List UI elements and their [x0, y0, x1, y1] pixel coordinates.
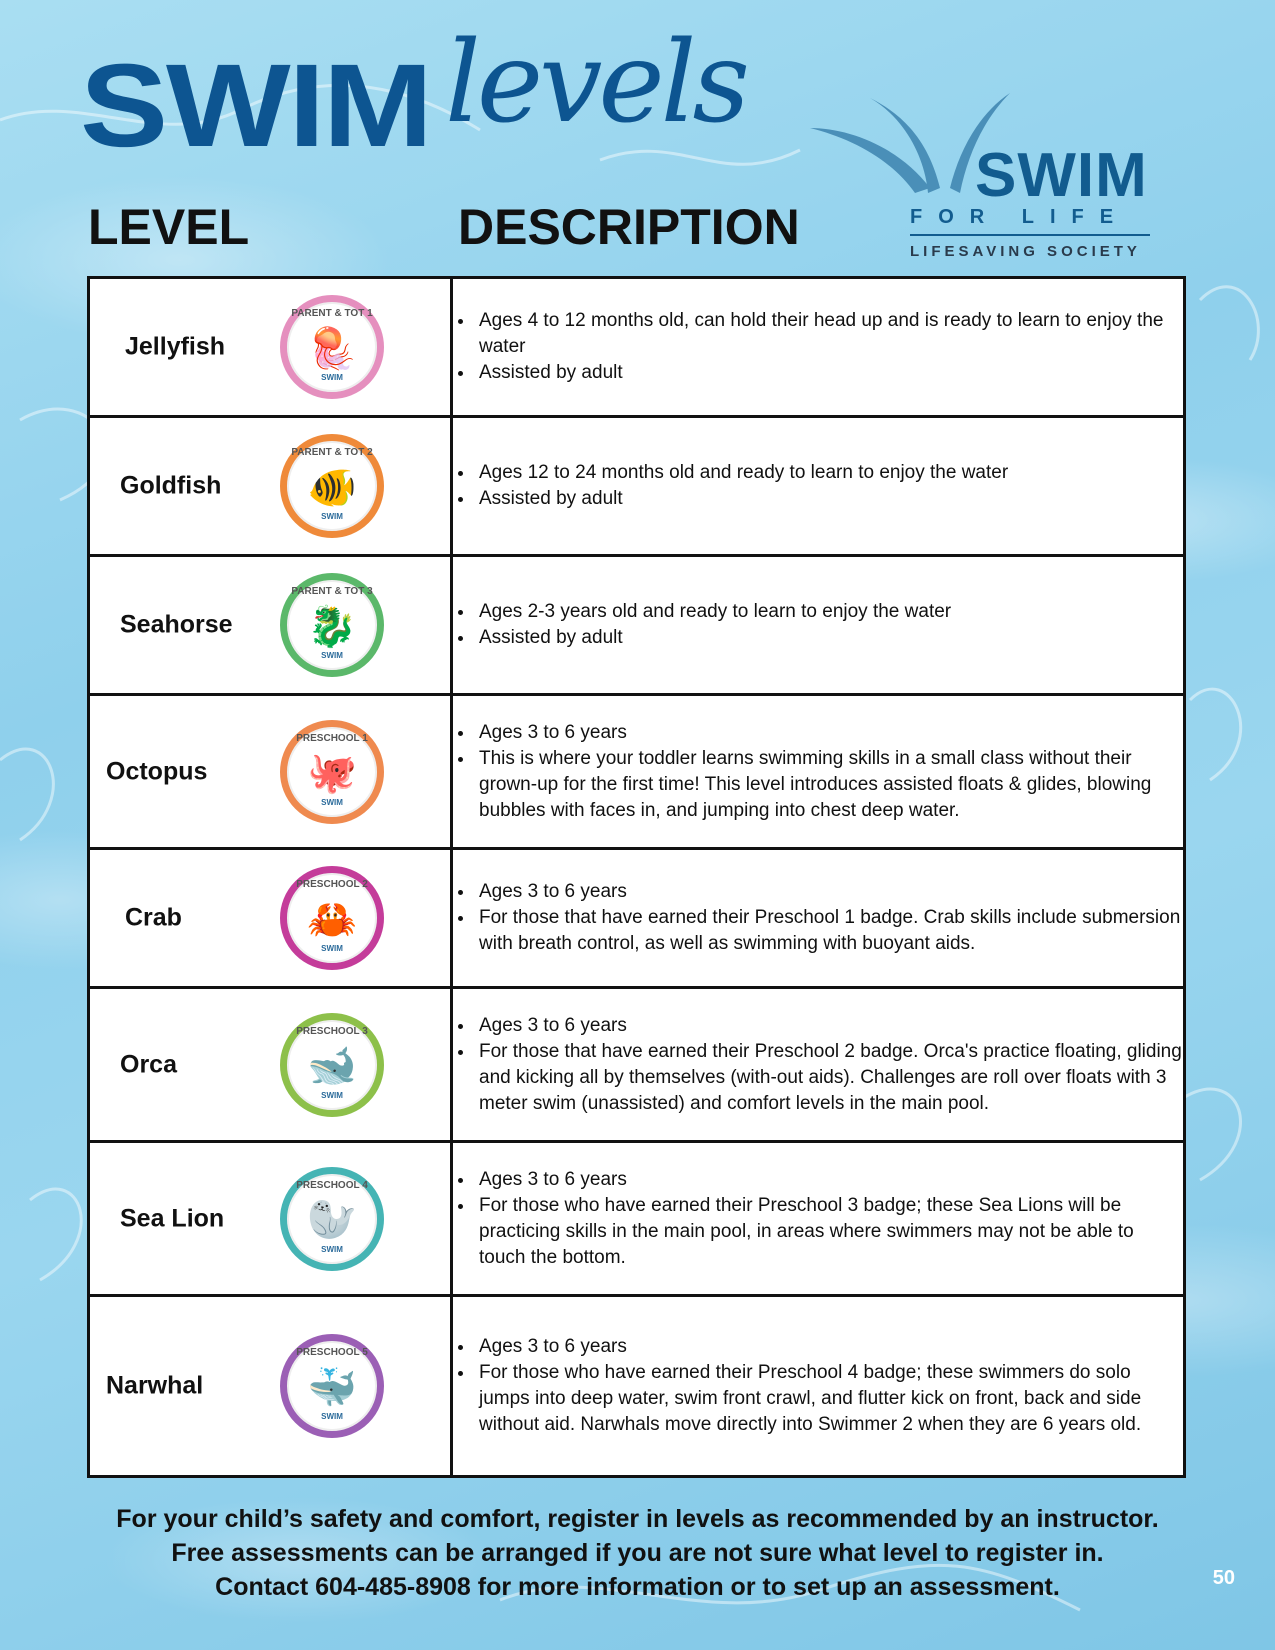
description-cell — [452, 988, 1185, 1142]
badge-logo: SWIM — [321, 373, 343, 382]
badge-logo: SWIM — [321, 944, 343, 953]
description-bullet: • This is where your toddler learns swimming skills in a small class without their grown-up for the first time! This level introduces assisted floats & glides, blowing bubbles with faces in, and jumping into chest deep water. — [475, 746, 1183, 824]
level-row — [89, 1296, 1185, 1477]
level-badge — [280, 1334, 384, 1438]
level-cell — [89, 1142, 452, 1296]
level-cell — [89, 988, 452, 1142]
badge-label: PARENT & TOT 2 — [291, 447, 373, 458]
badge-logo: SWIM — [321, 651, 343, 660]
badge-label: PRESCHOOL 1 — [296, 732, 368, 744]
logo-word: SWIM — [975, 141, 1148, 210]
badge-logo: SWIM — [321, 1244, 343, 1254]
description-cell — [452, 278, 1185, 417]
description-bullet: • Assisted by adult — [475, 486, 1183, 512]
orca-icon: 🐋 — [307, 1044, 357, 1089]
level-name: Seahorse — [120, 610, 233, 639]
description-list — [453, 1167, 1183, 1271]
level-name: Jellyfish — [125, 332, 226, 361]
octopus-icon: 🐙 — [307, 751, 357, 796]
description-bullet: • Ages 3 to 6 years — [475, 1167, 1183, 1193]
sea-lion-icon: 🦭 — [307, 1198, 357, 1243]
description-bullet: • Ages 3 to 6 years — [475, 879, 1183, 905]
level-row — [89, 278, 1185, 417]
level-name: Octopus — [106, 757, 208, 785]
description-cell — [452, 417, 1185, 556]
level-name: Narwhal — [106, 1371, 204, 1400]
description-cell — [452, 849, 1185, 988]
description-bullet: • For those who have earned their Preschool 4 badge; these swimmers do solo jumps into deep water, swim front crawl, and flutter kick on front, back and side without aid. Narwhals move directly into Swimmer 2 when they are 6 years old. — [475, 1360, 1183, 1438]
title-swim: SWIM — [80, 40, 431, 172]
level-row — [89, 417, 1185, 556]
level-name: Goldfish — [120, 471, 222, 500]
logo-divider — [910, 234, 1150, 236]
page-number: 50 — [1212, 1567, 1235, 1589]
level-cell — [89, 278, 452, 417]
description-bullet: • Ages 3 to 6 years — [475, 1013, 1183, 1039]
description-cell — [452, 556, 1185, 695]
level-cell — [89, 849, 452, 988]
description-list — [453, 308, 1183, 386]
description-cell — [452, 695, 1185, 849]
description-cell — [452, 1296, 1185, 1477]
level-cell — [89, 695, 452, 849]
seahorse-icon: 🐉 — [307, 604, 357, 649]
badge-logo: SWIM — [321, 512, 343, 521]
level-cell — [89, 556, 452, 695]
level-badge — [280, 573, 384, 677]
badge-logo: SWIM — [321, 1412, 343, 1421]
description-list — [453, 460, 1183, 512]
level-name: Sea Lion — [120, 1204, 225, 1232]
level-row — [89, 1142, 1185, 1296]
level-row — [89, 849, 1185, 988]
level-name: Orca — [120, 1050, 177, 1078]
level-cell — [89, 417, 452, 556]
badge-label: PRESCHOOL 2 — [296, 879, 368, 890]
goldfish-icon: 🐠 — [307, 465, 357, 510]
badge-logo: SWIM — [321, 1090, 343, 1100]
badge-label: PRESCHOOL 5 — [296, 1347, 368, 1358]
description-list — [453, 720, 1183, 824]
footer-line-1: For your child’s safety and comfort, register in levels as recommended by an instructor. — [116, 1505, 1159, 1533]
level-row — [89, 695, 1185, 849]
narwhal-icon: 🐳 — [307, 1365, 357, 1410]
description-list — [453, 599, 1183, 651]
level-badge — [280, 866, 384, 970]
badge-label: PARENT & TOT 3 — [291, 586, 373, 597]
title-levels: levels — [445, 18, 746, 148]
description-bullet: • For those that have earned their Preschool 1 badge. Crab skills include submersion with breath control, as well as swimming with buoyant aids. — [475, 905, 1183, 957]
description-list — [453, 1013, 1183, 1117]
description-bullet: • Ages 2-3 years old and ready to learn to enjoy the water — [475, 599, 1183, 625]
description-bullet: • For those that have earned their Preschool 2 badge. Orca's practice floating, gliding and kicking all by themselves (with-out aids). Challenges are roll over floats with 3 meter swim (unassisted) and comfort levels in the main pool. — [475, 1039, 1183, 1117]
swim-for-life-logo — [810, 88, 1170, 268]
level-row — [89, 988, 1185, 1142]
footer-note — [0, 1502, 1275, 1604]
description-bullet: • Ages 4 to 12 months old, can hold their head up and is ready to learn to enjoy the water — [475, 308, 1183, 360]
levels-table — [87, 276, 1186, 1478]
crab-icon: 🦀 — [307, 897, 357, 942]
level-cell — [89, 1296, 452, 1477]
level-badge — [280, 1013, 384, 1117]
badge-logo: SWIM — [321, 797, 343, 807]
description-bullet: • Assisted by adult — [475, 625, 1183, 651]
level-badge — [280, 434, 384, 538]
description-bullet: • Ages 3 to 6 years — [475, 720, 1183, 746]
description-cell — [452, 1142, 1185, 1296]
badge-label: PRESCHOOL 4 — [296, 1179, 368, 1191]
logo-org: LIFESAVING SOCIETY — [910, 243, 1141, 260]
level-badge — [280, 295, 384, 399]
footer-line-2: Free assessments can be arranged if you are not sure what level to register in. — [171, 1539, 1104, 1567]
description-bullet: • Ages 3 to 6 years — [475, 1334, 1183, 1360]
level-badge — [280, 1167, 384, 1271]
level-name: Crab — [125, 903, 182, 932]
description-bullet: • For those who have earned their Preschool 3 badge; these Sea Lions will be practicing skills in the main pool, in areas where swimmers may not be able to touch the bottom. — [475, 1193, 1183, 1271]
level-badge — [280, 720, 384, 824]
description-list — [453, 1334, 1183, 1438]
footer-line-3: Contact 604-485-8908 for more information or to set up an assessment. — [215, 1573, 1060, 1601]
logo-tagline: FOR LIFE — [910, 206, 1130, 228]
badge-label: PARENT & TOT 1 — [291, 308, 373, 319]
description-column-header: DESCRIPTION — [458, 199, 800, 255]
description-bullet: • Ages 12 to 24 months old and ready to learn to enjoy the water — [475, 460, 1183, 486]
level-row — [89, 556, 1185, 695]
description-bullet: • Assisted by adult — [475, 360, 1183, 386]
jellyfish-icon: 🪼 — [307, 326, 357, 371]
level-column-header: LEVEL — [88, 199, 250, 255]
badge-label: PRESCHOOL 3 — [296, 1025, 368, 1037]
description-list — [453, 879, 1183, 957]
